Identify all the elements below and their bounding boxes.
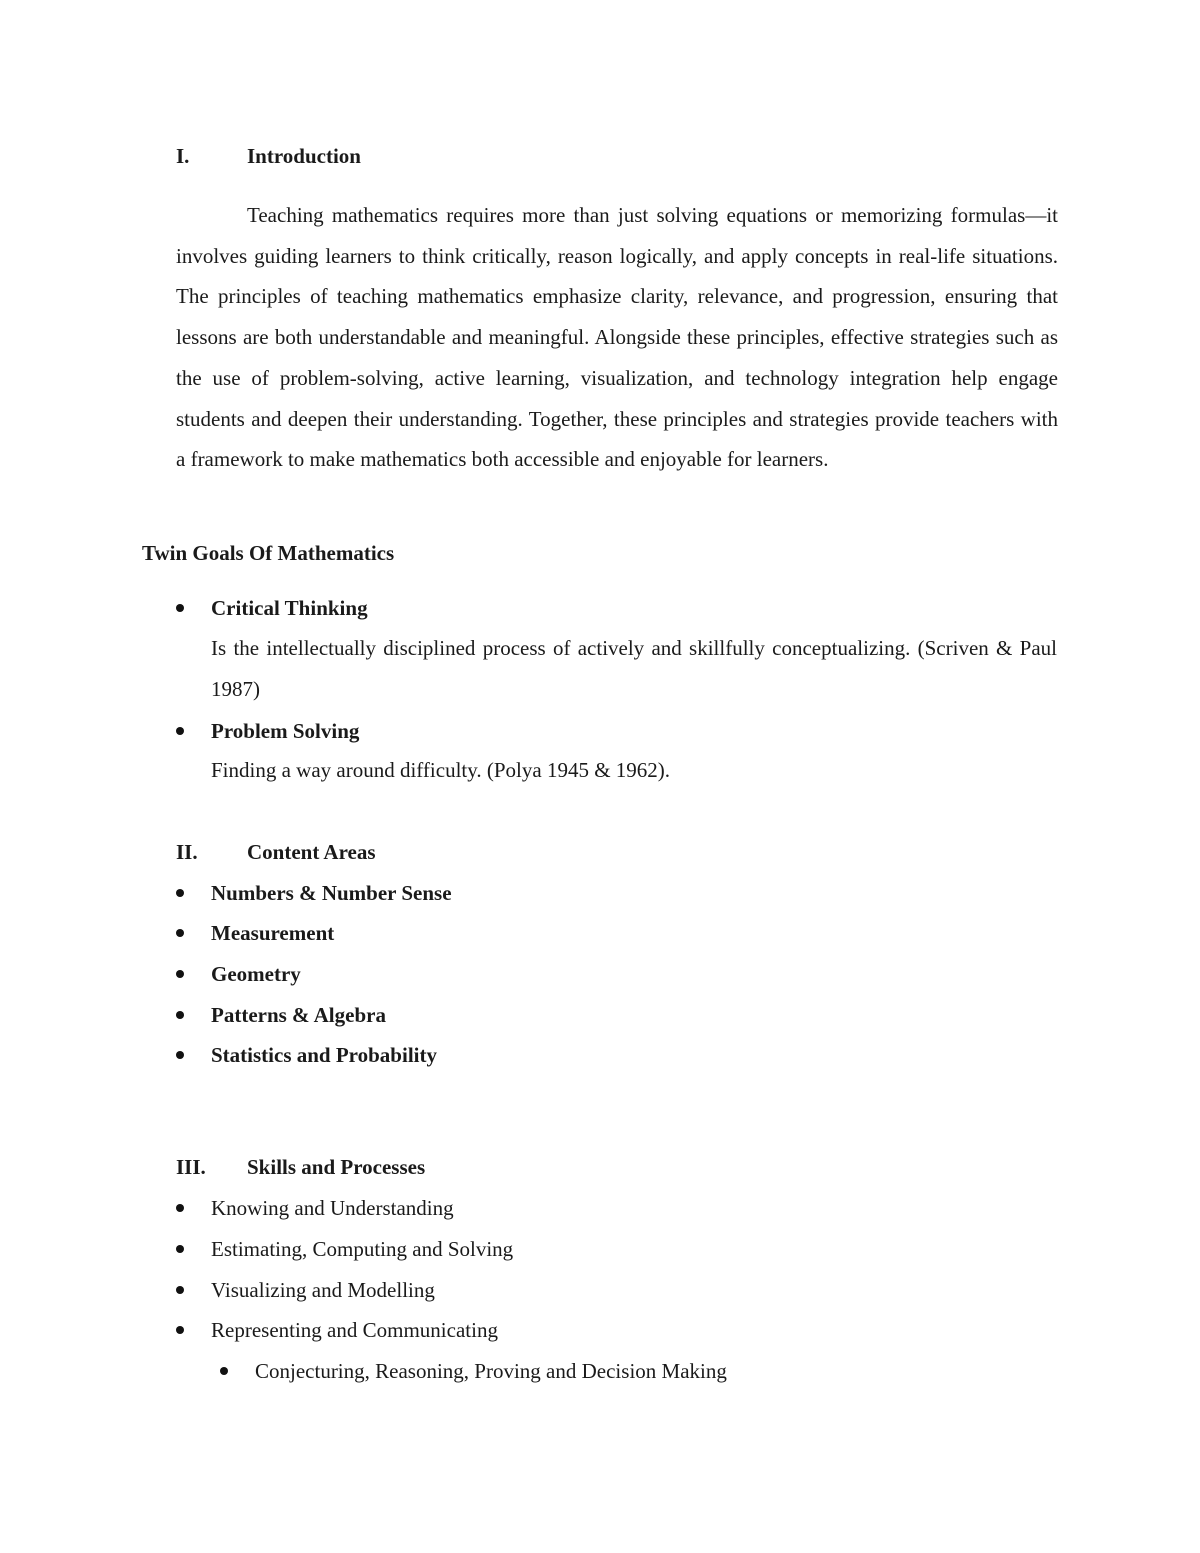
section-heading-content-areas [176, 838, 376, 866]
content-area-label: Numbers & Number Sense [211, 881, 452, 905]
section-numeral: II. [176, 840, 198, 864]
skill-label: Knowing and Understanding [211, 1196, 454, 1220]
content-area-label: Measurement [211, 921, 335, 945]
content-area-label: Geometry [211, 962, 301, 986]
section-numeral: I. [176, 144, 190, 168]
goal-description-critical-thinking: Is the intellectually disciplined process of actively and skillfully conceptualizing. (Scriven & Paul 1987) [211, 636, 1057, 701]
goal-item-problem-solving [176, 717, 359, 745]
skill-label: Estimating, Computing and Solving [211, 1237, 514, 1261]
bullet-icon [176, 1326, 184, 1334]
bullet-icon [176, 889, 184, 897]
goal-label: Critical Thinking [211, 596, 368, 620]
skill-item [176, 1235, 513, 1263]
goal-label: Problem Solving [211, 719, 360, 743]
content-area-item [176, 1041, 437, 1069]
skill-sub-label: Conjecturing, Reasoning, Proving and Decision Making [255, 1359, 727, 1383]
goal-item-critical-thinking [176, 594, 368, 622]
skill-sub-item [220, 1357, 727, 1385]
content-area-item [176, 919, 334, 947]
section-numeral: III. [176, 1155, 206, 1179]
content-area-item [176, 960, 301, 988]
bullet-icon [176, 604, 184, 612]
section-title: Skills and Processes [247, 1155, 426, 1179]
bullet-icon [176, 1286, 184, 1294]
bullet-icon [176, 1051, 184, 1059]
section-heading-skills [176, 1153, 425, 1181]
twin-goals-heading: Twin Goals Of Mathematics [142, 541, 395, 565]
skill-item [176, 1194, 454, 1222]
skill-item [176, 1276, 435, 1304]
content-area-item [176, 1001, 386, 1029]
skill-item [176, 1316, 498, 1344]
goal-description-problem-solving: Finding a way around difficulty. (Polya 1945 & 1962). [211, 758, 671, 782]
section-heading-introduction [176, 142, 361, 170]
bullet-icon [220, 1367, 228, 1375]
content-area-label: Patterns & Algebra [211, 1003, 386, 1027]
bullet-icon [176, 970, 184, 978]
bullet-icon [176, 1204, 184, 1212]
bullet-icon [176, 929, 184, 937]
section-title: Content Areas [247, 840, 376, 864]
skill-label: Visualizing and Modelling [211, 1278, 435, 1302]
content-area-label: Statistics and Probability [211, 1043, 437, 1067]
content-area-item [176, 879, 452, 907]
bullet-icon [176, 1245, 184, 1253]
section-title: Introduction [247, 144, 361, 168]
introduction-paragraph: Teaching mathematics requires more than just solving equations or memorizing formulas—it involves guiding learners to think critically, reason logically, and apply concepts in real-life situations. The principles of teaching mathematics emphasize clarity, relevance, and progression, ensuring that lessons are both understandable and meaningful. Alongside these principles, effective strategies such as the use of problem-solving, active learning, visualization, and technology integration help engage students and deepen their understanding. Together, these principles and strategies provide teachers with a framework to make mathematics both accessible and enjoyable for learners. [176, 203, 1058, 472]
skill-label: Representing and Communicating [211, 1318, 498, 1342]
bullet-icon [176, 727, 184, 735]
bullet-icon [176, 1011, 184, 1019]
